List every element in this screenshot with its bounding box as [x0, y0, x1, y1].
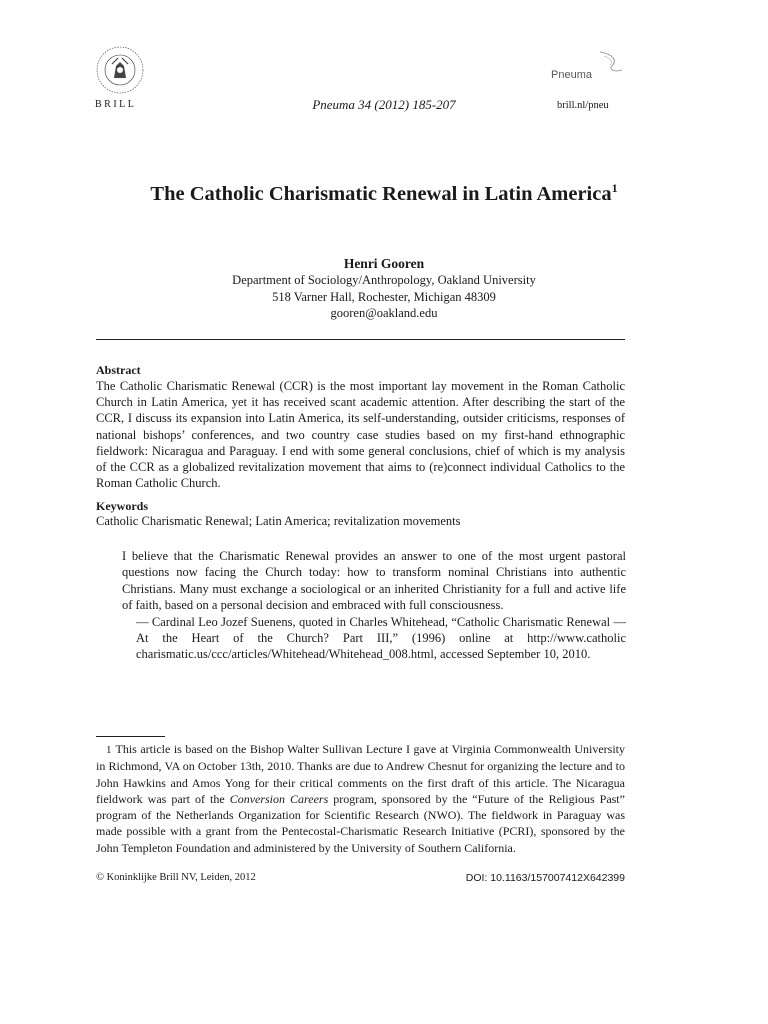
- abstract-heading: Abstract: [96, 363, 141, 377]
- author-department: Department of Sociology/Anthropology, Oakland University: [232, 273, 536, 287]
- author-name: Henri Gooren: [343, 256, 425, 271]
- footnote-text-italic: Conversion Careers: [229, 791, 329, 806]
- publisher-name: BRILL: [95, 99, 137, 110]
- doi[interactable]: DOI: 10.1163/157007412X642399: [465, 872, 625, 884]
- header-rule: [96, 339, 625, 340]
- footnote-number: 1: [106, 744, 112, 756]
- keywords-text: Catholic Charismatic Renewal; Latin America; revitalization movements: [96, 514, 461, 528]
- footnote-text-part1: This article is based on the Bishop Walter Sullivan Lecture I gave at Virginia Commonwealth University in Richmond, VA on October 13th, 2010. Thanks are due to Andrew Chesnut for organizing the lecture and to John Hawkins and Amos Yong for their critical comments on the first draft of this article. The Nicaragua fieldwork was part of the: [96, 742, 625, 806]
- epigraph-quote: I believe that the Charismatic Renewal provides an answer to one of the most urgent pastoral questions now facing the Church today: how to transform nominal Christians into authentic Christians. Many must exchange a sociological or an inherited Christianity for a full and active life of faith, based on a personal decision and embraced with full consciousness.: [122, 549, 626, 613]
- brill-seal-icon: [94, 44, 146, 96]
- article-title-text: The Catholic Charismatic Renewal in Latin America: [150, 183, 612, 205]
- title-footnote-mark[interactable]: 1: [611, 181, 618, 195]
- keywords-heading: Keywords: [96, 499, 148, 513]
- footnote-text-part2: program, sponsored by the “Future of the Religious Past” program of the Netherlands Organization for Scientific Research (NWO). The fieldwork in Paraguay was made possible with a grant from the Pentecostal-Charismatic Research Initiative (PCRI), sponsored by the John Templeton Foundation and administered by the University of Southern California.: [96, 791, 625, 855]
- journal-citation: Pneuma 34 (2012) 185-207: [312, 97, 456, 112]
- epigraph: [122, 548, 626, 663]
- copyright-notice: © Koninklijke Brill NV, Leiden, 2012: [96, 872, 256, 883]
- footnote: [96, 741, 625, 856]
- journal-logo: Pneuma: [551, 69, 592, 81]
- abstract-text: The Catholic Charismatic Renewal (CCR) is the most important lay movement in the Roman Catholic Church in Latin America, yet it has received scant academic attention. After describing the start of the CCR, I discuss its expansion into Latin America, its self-understanding, outsider criticisms, responses of national bishops’ conferences, and two country case studies based on my first-hand ethnographic fieldwork: Nicaragua and Paraguay. I end with some general conclusions, chief of which is my analysis of the CCR as a globalized revitalization movement that aims to (re)connect individual Catholics to the Roman Catholic Church.: [96, 379, 625, 491]
- epigraph-attribution: — Cardinal Leo Jozef Suenens, quoted in Charles Whitehead, “Catholic Charismatic Renewal — At the Heart of the Church? Part III,” (1996) online at http://www.catholic charismatic.us/ccc/articles/Whitehead/Whitehead_008.html, accessed September 10, 2010.: [136, 614, 626, 662]
- author-email[interactable]: gooren@oakland.edu: [330, 306, 438, 320]
- journal-url[interactable]: brill.nl/pneu: [557, 100, 609, 111]
- footnote-rule: [96, 736, 165, 737]
- author-address: 518 Varner Hall, Rochester, Michigan 48309: [272, 290, 496, 304]
- article-title: [0, 183, 768, 206]
